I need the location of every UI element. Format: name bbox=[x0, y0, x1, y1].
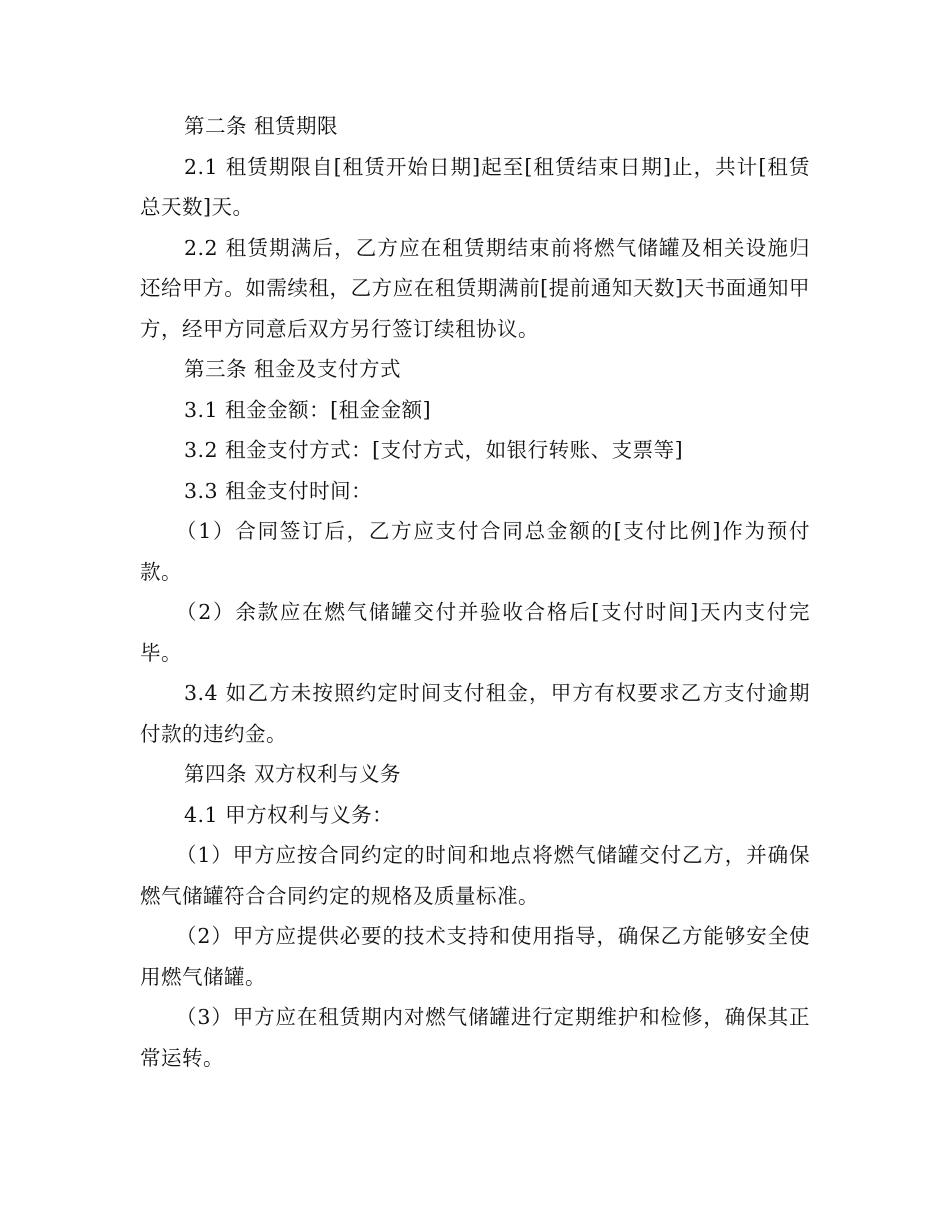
clause-paragraph: 2.2 租赁期满后，乙方应在租赁期结束前将燃气储罐及相关设施归还给甲方。如需续租，乙方应在租赁期满前[提前通知天数]天书面通知甲方，经甲方同意后双方另行签订续租协议。 bbox=[140, 235, 810, 341]
clause-paragraph: 2.1 租赁期限自[租赁开始日期]起至[租赁结束日期]止，共计[租赁总天数]天。 bbox=[140, 154, 810, 219]
clause-paragraph: 4.1 甲方权利与义务： bbox=[184, 802, 394, 827]
clause-paragraph: 3.3 租金支付时间： bbox=[184, 478, 373, 503]
clause-paragraph: 3.1 租金金额：[租金金额] bbox=[184, 397, 432, 422]
sub-clause-paragraph: （1）甲方应按合同约定的时间和地点将燃气储罐交付乙方，并确保燃气储罐符合合同约定的规格及质量标准。 bbox=[140, 843, 810, 908]
sub-clause-paragraph: （3）甲方应在租赁期内对燃气储罐进行定期维护和检修，确保其正常运转。 bbox=[140, 1005, 810, 1070]
article-heading: 第三条 租金及支付方式 bbox=[184, 357, 402, 381]
clause-paragraph: 3.2 租金支付方式：[支付方式，如银行转账、支票等] bbox=[184, 438, 684, 462]
sub-clause-paragraph: （2）甲方应提供必要的技术支持和使用指导，确保乙方能够安全使用燃气储罐。 bbox=[140, 924, 810, 989]
clause-paragraph: 3.4 如乙方未按照约定时间支付租金，甲方有权要求乙方支付逾期付款的违约金。 bbox=[140, 681, 810, 746]
sub-clause-paragraph: （1）合同签订后，乙方应支付合同总金额的[支付比例]作为预付款。 bbox=[140, 519, 810, 584]
article-heading: 第二条 租赁期限 bbox=[184, 114, 339, 138]
document-body bbox=[140, 106, 810, 1078]
article-heading: 第四条 双方权利与义务 bbox=[184, 762, 402, 786]
sub-clause-paragraph: （2）余款应在燃气储罐交付并验收合格后[支付时间]天内支付完毕。 bbox=[140, 600, 810, 665]
